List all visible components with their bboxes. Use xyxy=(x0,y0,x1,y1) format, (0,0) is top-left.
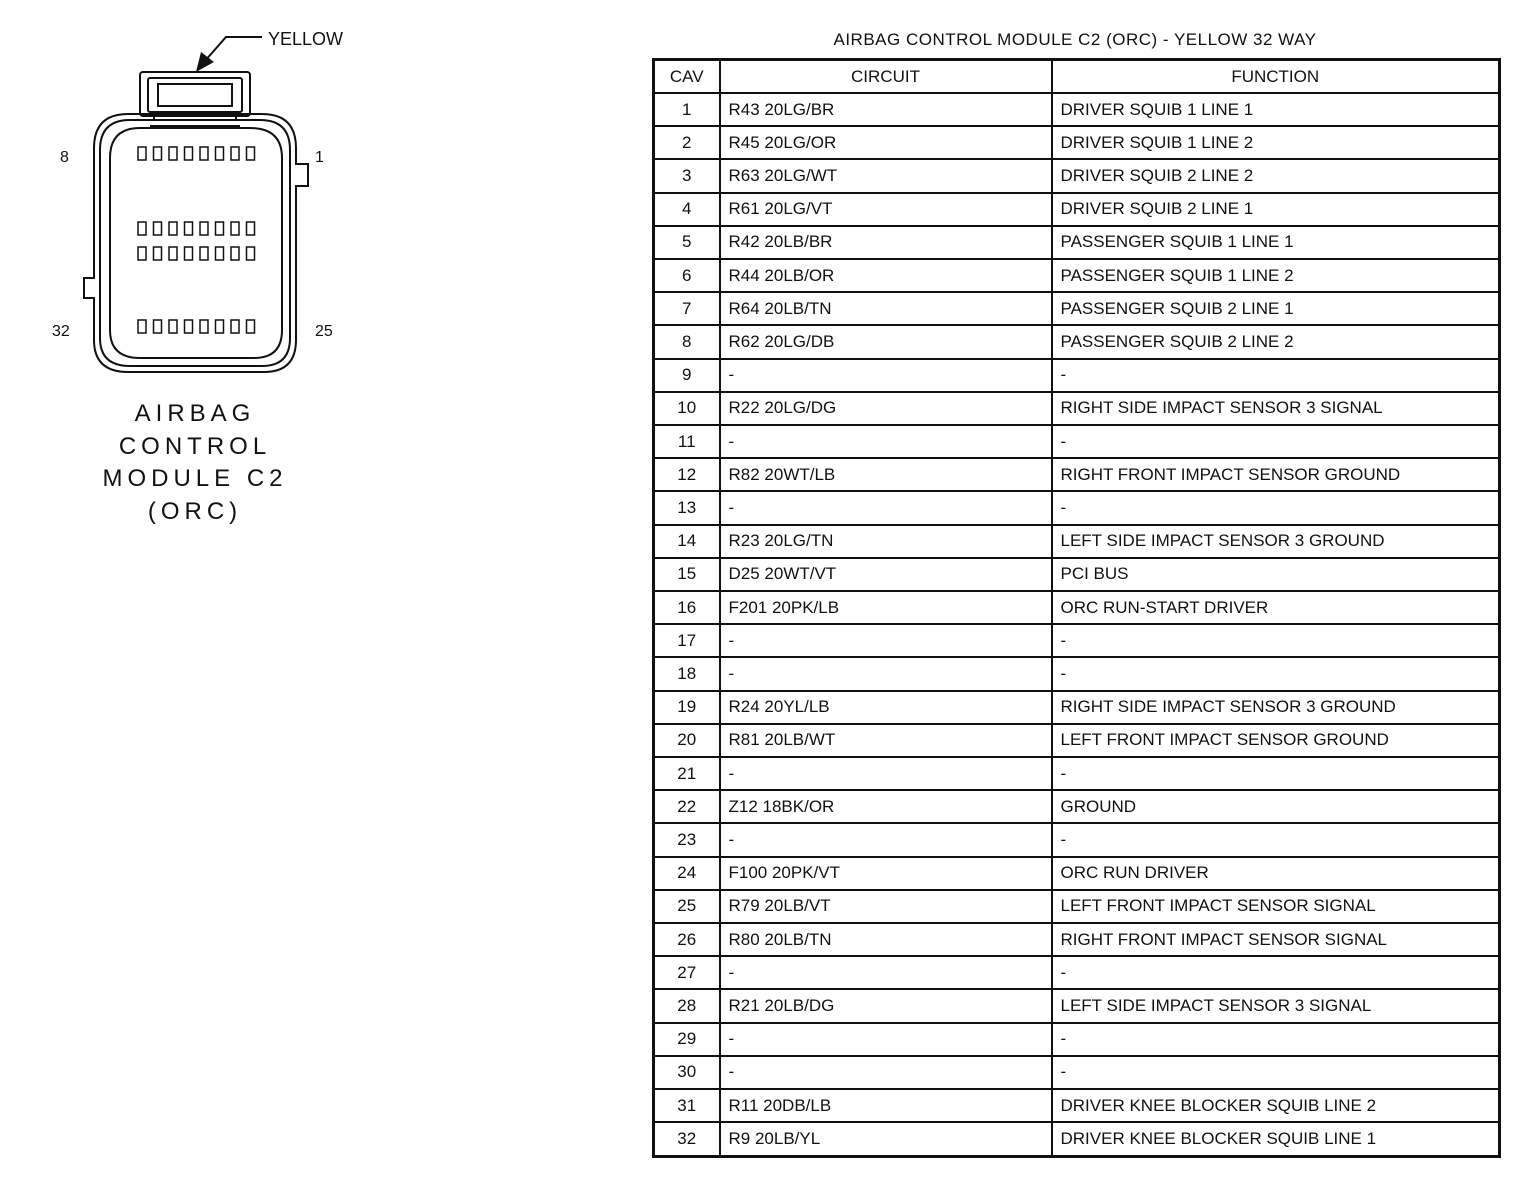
function-cell: ORC RUN-START DRIVER xyxy=(1052,591,1500,624)
circuit-cell: - xyxy=(720,1056,1052,1089)
function-cell: - xyxy=(1052,1056,1500,1089)
connector-name-line: (ORC) xyxy=(147,497,243,525)
connector-name-line: AIRBAG xyxy=(134,400,256,427)
header-function: FUNCTION xyxy=(1052,60,1500,94)
pin-cavity xyxy=(154,247,162,260)
circuit-cell: - xyxy=(720,425,1052,458)
cav-cell: 9 xyxy=(654,359,720,392)
function-cell: PASSENGER SQUIB 2 LINE 2 xyxy=(1052,325,1500,358)
header-cav: CAV xyxy=(654,60,720,94)
table-row xyxy=(654,325,1500,358)
circuit-cell: R64 20LB/TN xyxy=(720,292,1052,325)
circuit-cell: F100 20PK/VT xyxy=(720,857,1052,890)
cav-cell: 6 xyxy=(654,259,720,292)
table-row xyxy=(654,923,1500,956)
table-row xyxy=(654,1089,1500,1122)
pin-cavity xyxy=(138,320,146,333)
pin-cavity xyxy=(247,222,255,235)
function-cell: - xyxy=(1052,359,1500,392)
table-row xyxy=(654,392,1500,425)
pin-cavity xyxy=(154,147,162,160)
table-row xyxy=(654,1122,1500,1156)
circuit-cell: R43 20LG/BR xyxy=(720,93,1052,126)
function-cell: - xyxy=(1052,823,1500,856)
table-row xyxy=(654,591,1500,624)
table-row xyxy=(654,657,1500,690)
circuit-cell: R24 20YL/LB xyxy=(720,691,1052,724)
pin-cavity xyxy=(247,247,255,260)
cav-cell: 18 xyxy=(654,657,720,690)
cav-cell: 25 xyxy=(654,890,720,923)
cav-cell: 12 xyxy=(654,458,720,491)
circuit-cell: R79 20LB/VT xyxy=(720,890,1052,923)
circuit-cell: F201 20PK/LB xyxy=(720,591,1052,624)
pin-cavity xyxy=(200,320,208,333)
function-cell: ORC RUN DRIVER xyxy=(1052,857,1500,890)
circuit-cell: - xyxy=(720,956,1052,989)
pin-cavity xyxy=(231,147,239,160)
cav-cell: 30 xyxy=(654,1056,720,1089)
function-cell: - xyxy=(1052,657,1500,690)
pin-cavity xyxy=(216,320,224,333)
pin-cavity xyxy=(216,222,224,235)
pin-cavity xyxy=(185,320,193,333)
circuit-cell: R21 20LB/DG xyxy=(720,989,1052,1022)
function-cell: PASSENGER SQUIB 1 LINE 1 xyxy=(1052,226,1500,259)
circuit-cell: R23 20LG/TN xyxy=(720,525,1052,558)
table-row xyxy=(654,458,1500,491)
function-cell: DRIVER KNEE BLOCKER SQUIB LINE 2 xyxy=(1052,1089,1500,1122)
cav-cell: 13 xyxy=(654,491,720,524)
cav-cell: 28 xyxy=(654,989,720,1022)
function-cell: DRIVER KNEE BLOCKER SQUIB LINE 1 xyxy=(1052,1122,1500,1156)
connector-latch xyxy=(140,72,250,120)
function-cell: - xyxy=(1052,757,1500,790)
function-cell: - xyxy=(1052,1023,1500,1056)
pin-cavity xyxy=(138,222,146,235)
pin-cavity xyxy=(185,247,193,260)
table-row xyxy=(654,193,1500,226)
pin-cavity xyxy=(154,222,162,235)
circuit-cell: R22 20LG/DG xyxy=(720,392,1052,425)
circuit-cell: R62 20LG/DB xyxy=(720,325,1052,358)
pin-cavity xyxy=(200,147,208,160)
cav-cell: 4 xyxy=(654,193,720,226)
cav-cell: 19 xyxy=(654,691,720,724)
pin-cavity xyxy=(231,222,239,235)
cav-cell: 20 xyxy=(654,724,720,757)
pin-cavity xyxy=(185,147,193,160)
table-title: AIRBAG CONTROL MODULE C2 (ORC) - YELLOW 32 WAY xyxy=(833,30,1317,49)
table-row xyxy=(654,93,1500,126)
table-header-row xyxy=(654,60,1500,94)
color-callout-leader xyxy=(204,37,262,62)
circuit-cell: R45 20LG/OR xyxy=(720,126,1052,159)
pin-cavity xyxy=(231,247,239,260)
cav-cell: 23 xyxy=(654,823,720,856)
function-cell: DRIVER SQUIB 1 LINE 1 xyxy=(1052,93,1500,126)
cav-cell: 16 xyxy=(654,591,720,624)
table-row xyxy=(654,126,1500,159)
cav-cell: 8 xyxy=(654,325,720,358)
color-callout-label: YELLOW xyxy=(268,29,344,49)
pin-label-bottom-left: 32 xyxy=(52,323,70,340)
table-row xyxy=(654,425,1500,458)
circuit-cell: - xyxy=(720,491,1052,524)
circuit-cell: D25 20WT/VT xyxy=(720,558,1052,591)
cav-cell: 17 xyxy=(654,624,720,657)
circuit-cell: Z12 18BK/OR xyxy=(720,790,1052,823)
table-row xyxy=(654,226,1500,259)
table-row xyxy=(654,823,1500,856)
function-cell: RIGHT FRONT IMPACT SENSOR SIGNAL xyxy=(1052,923,1500,956)
pin-cavities xyxy=(138,147,255,333)
pin-label-top-right: 1 xyxy=(315,149,324,166)
function-cell: DRIVER SQUIB 1 LINE 2 xyxy=(1052,126,1500,159)
cav-cell: 26 xyxy=(654,923,720,956)
function-cell: LEFT FRONT IMPACT SENSOR GROUND xyxy=(1052,724,1500,757)
function-cell: PASSENGER SQUIB 2 LINE 1 xyxy=(1052,292,1500,325)
cav-cell: 32 xyxy=(654,1122,720,1156)
pin-cavity xyxy=(200,247,208,260)
table-row xyxy=(654,491,1500,524)
table-row xyxy=(654,359,1500,392)
circuit-cell: R81 20LB/WT xyxy=(720,724,1052,757)
function-cell: DRIVER SQUIB 2 LINE 2 xyxy=(1052,159,1500,192)
circuit-cell: R11 20DB/LB xyxy=(720,1089,1052,1122)
pin-cavity xyxy=(247,147,255,160)
table-row xyxy=(654,1056,1500,1089)
cav-cell: 22 xyxy=(654,790,720,823)
circuit-cell: R80 20LB/TN xyxy=(720,923,1052,956)
table-row xyxy=(654,525,1500,558)
circuit-cell: - xyxy=(720,823,1052,856)
cav-cell: 27 xyxy=(654,956,720,989)
pin-cavity xyxy=(216,147,224,160)
cav-cell: 1 xyxy=(654,93,720,126)
function-cell: PCI BUS xyxy=(1052,558,1500,591)
pin-label-bottom-right: 25 xyxy=(315,323,333,340)
function-cell: RIGHT SIDE IMPACT SENSOR 3 GROUND xyxy=(1052,691,1500,724)
pin-cavity xyxy=(169,147,177,160)
circuit-cell: R9 20LB/YL xyxy=(720,1122,1052,1156)
table-row xyxy=(654,292,1500,325)
cav-cell: 31 xyxy=(654,1089,720,1122)
table-row xyxy=(654,757,1500,790)
circuit-cell: R44 20LB/OR xyxy=(720,259,1052,292)
circuit-cell: R63 20LG/WT xyxy=(720,159,1052,192)
function-cell: RIGHT SIDE IMPACT SENSOR 3 SIGNAL xyxy=(1052,392,1500,425)
table-row xyxy=(654,159,1500,192)
connector-name-line: MODULE C2 xyxy=(102,465,288,492)
pin-cavity xyxy=(154,320,162,333)
table-row xyxy=(654,691,1500,724)
connector-name-line: CONTROL xyxy=(118,432,272,460)
cav-cell: 3 xyxy=(654,159,720,192)
circuit-cell: R61 20LG/VT xyxy=(720,193,1052,226)
cav-cell: 7 xyxy=(654,292,720,325)
pin-cavity xyxy=(247,320,255,333)
table-row xyxy=(654,890,1500,923)
circuit-cell: - xyxy=(720,359,1052,392)
table-row xyxy=(654,989,1500,1022)
cav-cell: 29 xyxy=(654,1023,720,1056)
function-cell: - xyxy=(1052,425,1500,458)
function-cell: GROUND xyxy=(1052,790,1500,823)
circuit-cell: R42 20LB/BR xyxy=(720,226,1052,259)
pin-cavity xyxy=(231,320,239,333)
table-row xyxy=(654,259,1500,292)
pin-cavity xyxy=(169,320,177,333)
cav-cell: 15 xyxy=(654,558,720,591)
table-row xyxy=(654,956,1500,989)
cav-cell: 14 xyxy=(654,525,720,558)
pin-cavity xyxy=(138,247,146,260)
circuit-cell: - xyxy=(720,624,1052,657)
function-cell: - xyxy=(1052,956,1500,989)
table-row xyxy=(654,558,1500,591)
connector-name xyxy=(60,398,330,528)
circuit-cell: - xyxy=(720,657,1052,690)
function-cell: LEFT SIDE IMPACT SENSOR 3 GROUND xyxy=(1052,525,1500,558)
pin-cavity xyxy=(200,222,208,235)
cav-cell: 24 xyxy=(654,857,720,890)
function-cell: PASSENGER SQUIB 1 LINE 2 xyxy=(1052,259,1500,292)
cav-cell: 11 xyxy=(654,425,720,458)
circuit-cell: - xyxy=(720,1023,1052,1056)
header-circuit: CIRCUIT xyxy=(720,60,1052,94)
function-cell: DRIVER SQUIB 2 LINE 1 xyxy=(1052,193,1500,226)
connector-housing xyxy=(84,114,308,372)
table-row xyxy=(654,624,1500,657)
circuit-cell: R82 20WT/LB xyxy=(720,458,1052,491)
table-row xyxy=(654,1023,1500,1056)
pin-cavity xyxy=(138,147,146,160)
function-cell: - xyxy=(1052,624,1500,657)
function-cell: LEFT SIDE IMPACT SENSOR 3 SIGNAL xyxy=(1052,989,1500,1022)
pin-cavity xyxy=(216,247,224,260)
table-row xyxy=(654,857,1500,890)
pin-cavity xyxy=(169,247,177,260)
table-row xyxy=(654,724,1500,757)
pin-cavity xyxy=(185,222,193,235)
cav-cell: 10 xyxy=(654,392,720,425)
function-cell: - xyxy=(1052,491,1500,524)
cav-cell: 21 xyxy=(654,757,720,790)
function-cell: RIGHT FRONT IMPACT SENSOR GROUND xyxy=(1052,458,1500,491)
pin-label-top-left: 8 xyxy=(60,149,69,166)
table-row xyxy=(654,790,1500,823)
pin-cavity xyxy=(169,222,177,235)
function-cell: LEFT FRONT IMPACT SENSOR SIGNAL xyxy=(1052,890,1500,923)
pinout-table xyxy=(652,58,1501,1158)
cav-cell: 5 xyxy=(654,226,720,259)
circuit-cell: - xyxy=(720,757,1052,790)
cav-cell: 2 xyxy=(654,126,720,159)
